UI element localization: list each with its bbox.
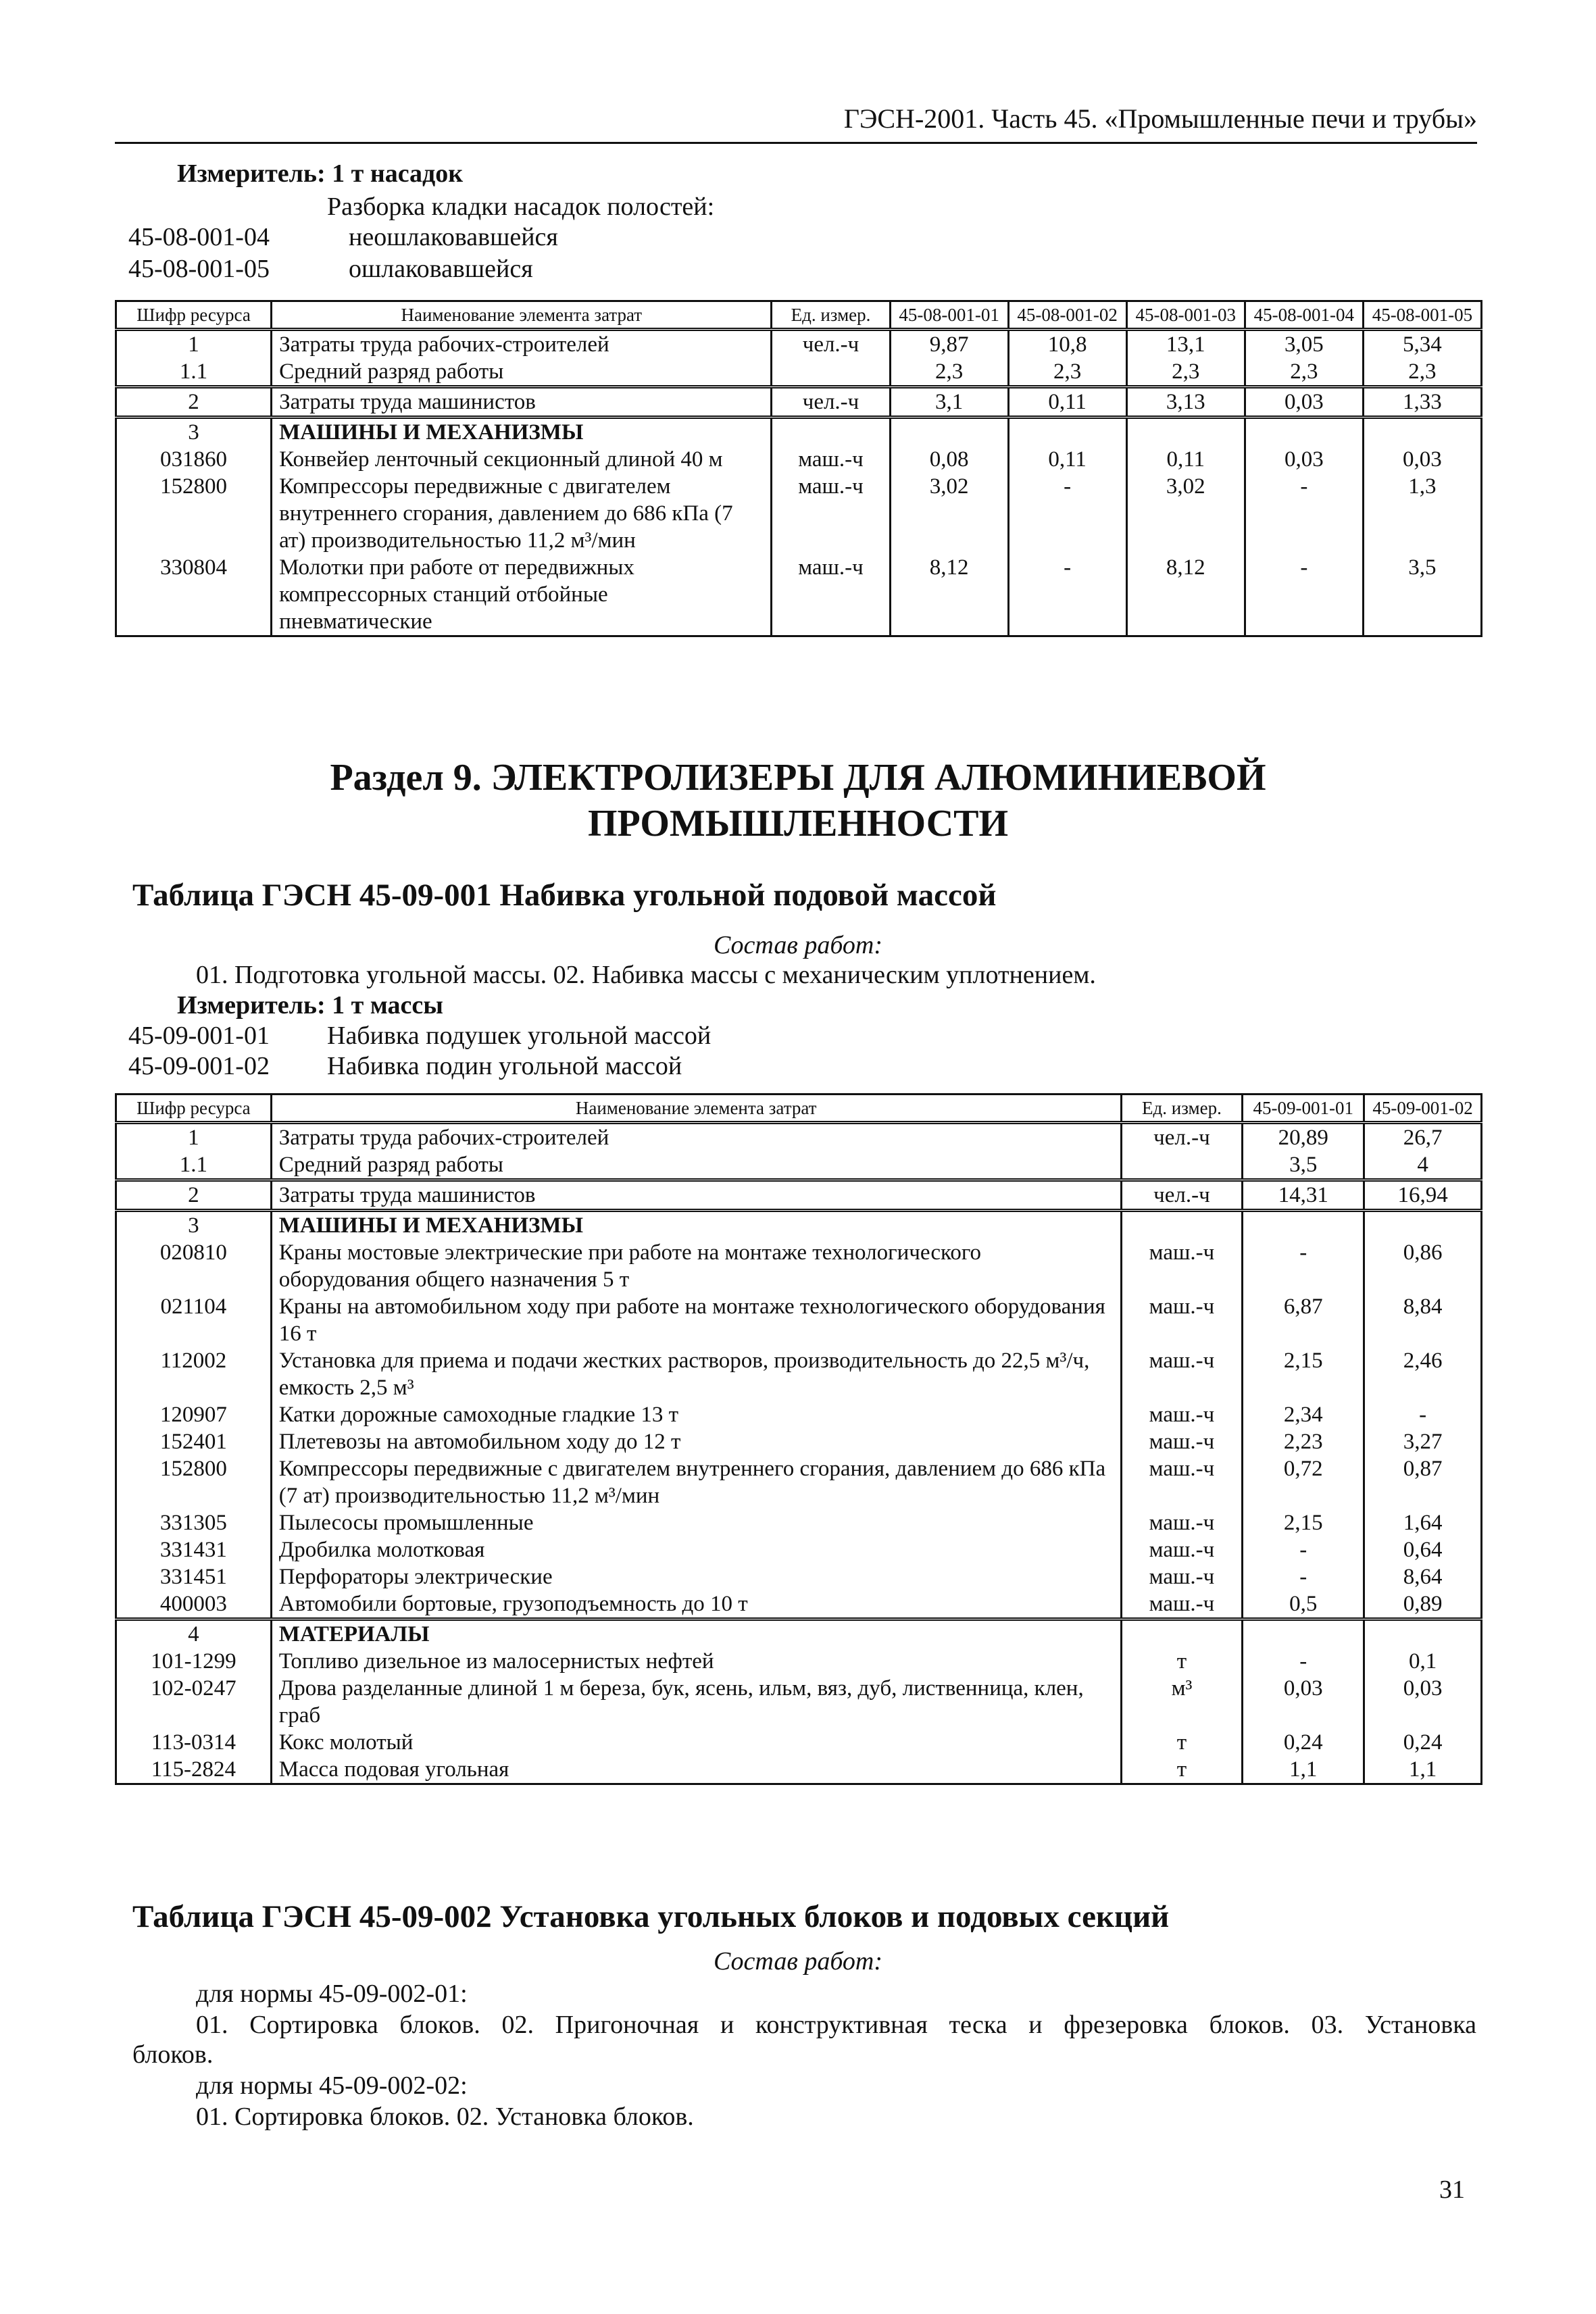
norm-text: ошлаковавшейся [349, 255, 533, 283]
value-cell: 0,03 [1245, 387, 1363, 418]
resource-name-cell: Установка для приема и подачи жестких растворов, производительность до 22,5 м³/ч, емкость 2,5 м³ [271, 1347, 1121, 1401]
value-cell: 0,11 [1126, 446, 1245, 473]
resource-code-cell: 331451 [116, 1563, 272, 1590]
resource-code-cell: 330804 [116, 554, 272, 636]
value-cell: 3,5 [1243, 1151, 1364, 1180]
value-cell: 3,13 [1126, 387, 1245, 418]
resource-code-cell: 120907 [116, 1401, 272, 1428]
measure-line-1: Измеритель: 1 т насадок [177, 159, 464, 188]
value-cell: 6,87 [1243, 1293, 1364, 1347]
value-cell: 0,03 [1363, 446, 1481, 473]
resource-code-cell: 102-0247 [116, 1675, 272, 1729]
resource-code-cell: 2 [116, 387, 272, 418]
resource-table-2 [115, 1093, 1482, 1785]
value-cell: 0,72 [1243, 1455, 1364, 1509]
unit-cell: чел.-ч [1121, 1123, 1243, 1152]
norm-code: 45-08-001-04 [128, 223, 270, 251]
resource-name-cell: Затраты труда рабочих-строителей [272, 330, 772, 359]
resource-code-cell: 112002 [116, 1347, 272, 1401]
work-text-cont: блоков. [132, 2040, 214, 2069]
value-cell: 0,89 [1364, 1590, 1482, 1619]
norm-code: 45-09-001-01 [128, 1022, 270, 1050]
col-header-norm: 45-09-001-01 [1243, 1095, 1364, 1123]
section-title-cont: ПРОМЫШЛЕННОСТИ [587, 803, 1009, 845]
unit-cell [1121, 1151, 1243, 1180]
col-header-norm: 45-08-001-05 [1363, 301, 1481, 330]
unit-cell: маш.-ч [1121, 1401, 1243, 1428]
unit-cell: маш.-ч [1121, 1536, 1243, 1563]
value-cell: - [1243, 1239, 1364, 1293]
value-cell: - [1245, 473, 1363, 554]
resource-code-cell: 1.1 [116, 1151, 272, 1180]
value-cell: 1,3 [1363, 473, 1481, 554]
value-cell [1243, 1211, 1364, 1240]
value-cell: 3,5 [1363, 554, 1481, 636]
value-cell: 1,33 [1363, 387, 1481, 418]
resource-name-cell: МАШИНЫ И МЕХАНИЗМЫ [272, 418, 772, 447]
norm-text: неошлаковавшейся [349, 223, 558, 251]
table-row [116, 387, 1482, 418]
page-number: 31 [1439, 2175, 1465, 2204]
resource-name-cell: МАШИНЫ И МЕХАНИЗМЫ [271, 1211, 1121, 1240]
norm-reference: для нормы 45-09-002-02: [196, 2071, 468, 2100]
resource-name-cell: Кокс молотый [271, 1729, 1121, 1756]
unit-cell [772, 358, 890, 387]
value-cell: 10,8 [1008, 330, 1126, 359]
value-cell: 0,24 [1243, 1729, 1364, 1756]
value-cell: 9,87 [890, 330, 1008, 359]
resource-code-cell: 152401 [116, 1428, 272, 1455]
running-header [115, 100, 1477, 144]
value-cell: 4 [1364, 1151, 1482, 1180]
resource-code-cell: 400003 [116, 1590, 272, 1619]
table-row [116, 330, 1482, 359]
resource-name-cell: Краны мостовые электрические при работе на монтаже технологического оборудования общего назначения 5 т [271, 1239, 1121, 1293]
col-header-norm: 45-08-001-02 [1008, 301, 1126, 330]
unit-cell: т [1121, 1648, 1243, 1675]
resource-name-cell: Перфораторы электрические [271, 1563, 1121, 1590]
resource-code-cell: 331305 [116, 1509, 272, 1536]
value-cell: 3,1 [890, 387, 1008, 418]
table-row [116, 1180, 1482, 1211]
table-row [116, 1401, 1482, 1428]
section-title: Раздел 9. ЭЛЕКТРОЛИЗЕРЫ ДЛЯ АЛЮМИНИЕВОЙ [330, 757, 1266, 799]
desc-title-1: Разборка кладки насадок полостей: [327, 193, 715, 221]
unit-cell: м³ [1121, 1675, 1243, 1729]
resource-code-cell: 1 [116, 330, 272, 359]
resource-name-cell: Масса подовая угольная [271, 1756, 1121, 1784]
value-cell: 2,3 [1008, 358, 1126, 387]
table-row [116, 1563, 1482, 1590]
value-cell: 5,34 [1363, 330, 1481, 359]
table-row [116, 418, 1482, 447]
table-row [116, 1123, 1482, 1152]
resource-name-cell: Молотки при работе от передвижных компрессорных станций отбойные пневматические [272, 554, 772, 636]
col-header-name: Наименование элемента затрат [272, 301, 772, 330]
norm-code: 45-09-001-02 [128, 1052, 270, 1080]
resource-name-cell: МАТЕРИАЛЫ [271, 1619, 1121, 1649]
value-cell: - [1008, 554, 1126, 636]
unit-cell: чел.-ч [1121, 1180, 1243, 1211]
unit-cell [1121, 1211, 1243, 1240]
value-cell: - [1243, 1536, 1364, 1563]
resource-code-cell: 152800 [116, 473, 272, 554]
value-cell: 0,11 [1008, 446, 1126, 473]
resource-name-cell: Пылесосы промышленные [271, 1509, 1121, 1536]
unit-cell: маш.-ч [772, 446, 890, 473]
table-row [116, 1239, 1482, 1293]
measure-line-2: Измеритель: 1 т массы [177, 991, 443, 1020]
value-cell [1245, 418, 1363, 447]
value-cell [1364, 1211, 1482, 1240]
value-cell: 0,86 [1364, 1239, 1482, 1293]
value-cell: 3,27 [1364, 1428, 1482, 1455]
running-title: ГЭСН-2001. Часть 45. «Промышленные печи и трубы» [843, 103, 1477, 134]
unit-cell: маш.-ч [772, 473, 890, 554]
value-cell: - [1364, 1401, 1482, 1428]
resource-name-cell: Средний разряд работы [271, 1151, 1121, 1180]
value-cell: - [1243, 1648, 1364, 1675]
resource-name-cell: Затраты труда рабочих-строителей [271, 1123, 1121, 1152]
col-header-norm: 45-08-001-03 [1126, 301, 1245, 330]
value-cell: 1,64 [1364, 1509, 1482, 1536]
resource-code-cell: 331431 [116, 1536, 272, 1563]
norm-text: Набивка подин угольной массой [327, 1052, 682, 1080]
value-cell [1126, 418, 1245, 447]
resource-name-cell: Дрова разделанные длиной 1 м береза, бук, ясень, ильм, вяз, дуб, лиственница, клен, граб [271, 1675, 1121, 1729]
value-cell: 8,12 [1126, 554, 1245, 636]
col-header-unit: Ед. измер. [1121, 1095, 1243, 1123]
resource-code-cell: 3 [116, 1211, 272, 1240]
resource-name-cell: Автомобили бортовые, грузоподъемность до 10 т [271, 1590, 1121, 1619]
unit-cell [1121, 1619, 1243, 1649]
value-cell: 0,03 [1364, 1675, 1482, 1729]
value-cell [890, 418, 1008, 447]
col-header-name: Наименование элемента затрат [271, 1095, 1121, 1123]
table-title-2: Таблица ГЭСН 45-09-001 Набивка угольной подовой массой [132, 878, 997, 913]
value-cell: 0,5 [1243, 1590, 1364, 1619]
value-cell: 1,1 [1364, 1756, 1482, 1784]
unit-cell: т [1121, 1756, 1243, 1784]
resource-code-cell: 152800 [116, 1455, 272, 1509]
value-cell [1363, 418, 1481, 447]
table-row [116, 358, 1482, 387]
value-cell: 0,11 [1008, 387, 1126, 418]
resource-name-cell: Конвейер ленточный секционный длиной 40 м [272, 446, 772, 473]
table-header-row [116, 1095, 1482, 1123]
table-row [116, 1293, 1482, 1347]
table-row [116, 1211, 1482, 1240]
work-text-2: 01. Подготовка угольной массы. 02. Набивка массы с механическим уплотнением. [196, 961, 1096, 989]
table-header-row [116, 301, 1482, 330]
value-cell: 0,87 [1364, 1455, 1482, 1509]
norm-reference: для нормы 45-09-002-01: [196, 1980, 468, 2008]
value-cell: 0,03 [1243, 1675, 1364, 1729]
table-row [116, 1675, 1482, 1729]
value-cell: 3,02 [890, 473, 1008, 554]
table-row [116, 554, 1482, 636]
resource-code-cell: 4 [116, 1619, 272, 1649]
value-cell: 13,1 [1126, 330, 1245, 359]
resource-code-cell: 101-1299 [116, 1648, 272, 1675]
value-cell: 3,05 [1245, 330, 1363, 359]
unit-cell: маш.-ч [772, 554, 890, 636]
resource-name-cell: Краны на автомобильном ходу при работе на монтаже технологического оборудования 16 т [271, 1293, 1121, 1347]
resource-table-1 [115, 300, 1482, 637]
resource-name-cell: Дробилка молотковая [271, 1536, 1121, 1563]
value-cell: 0,08 [890, 446, 1008, 473]
value-cell: 2,3 [1126, 358, 1245, 387]
work-caption-2: Состав работ: [713, 931, 883, 959]
table-row [116, 473, 1482, 554]
resource-code-cell: 3 [116, 418, 272, 447]
unit-cell: маш.-ч [1121, 1509, 1243, 1536]
value-cell: 2,3 [1363, 358, 1481, 387]
unit-cell: маш.-ч [1121, 1293, 1243, 1347]
resource-code-cell: 031860 [116, 446, 272, 473]
table-row [116, 1729, 1482, 1756]
value-cell: 2,3 [1245, 358, 1363, 387]
value-cell: 2,15 [1243, 1509, 1364, 1536]
table-row [116, 1151, 1482, 1180]
table-row [116, 1536, 1482, 1563]
table-row [116, 446, 1482, 473]
work-caption-3: Состав работ: [713, 1947, 883, 1976]
value-cell: - [1243, 1563, 1364, 1590]
resource-name-cell: Средний разряд работы [272, 358, 772, 387]
value-cell: 2,3 [890, 358, 1008, 387]
table-row [116, 1509, 1482, 1536]
table-row [116, 1455, 1482, 1509]
value-cell: - [1245, 554, 1363, 636]
resource-name-cell: Затраты труда машинистов [271, 1180, 1121, 1211]
col-header-norm: 45-08-001-04 [1245, 301, 1363, 330]
resource-code-cell: 1 [116, 1123, 272, 1152]
unit-cell: маш.-ч [1121, 1347, 1243, 1401]
table-row [116, 1619, 1482, 1649]
col-header-code: Шифр ресурса [116, 301, 272, 330]
value-cell: 8,84 [1364, 1293, 1482, 1347]
resource-name-cell: Плетевозы на автомобильном ходу до 12 т [271, 1428, 1121, 1455]
col-header-code: Шифр ресурса [116, 1095, 272, 1123]
resource-name-cell: Компрессоры передвижные с двигателем внутреннего сгорания, давлением до 686 кПа (7 ат) производительностью 11,2 м³/мин [272, 473, 772, 554]
value-cell: 14,31 [1243, 1180, 1364, 1211]
value-cell: 8,12 [890, 554, 1008, 636]
unit-cell: чел.-ч [772, 387, 890, 418]
col-header-unit: Ед. измер. [772, 301, 890, 330]
resource-name-cell: Топливо дизельное из малосернистых нефтей [271, 1648, 1121, 1675]
resource-code-cell: 021104 [116, 1293, 272, 1347]
unit-cell: маш.-ч [1121, 1455, 1243, 1509]
value-cell [1243, 1619, 1364, 1649]
resource-name-cell: Затраты труда машинистов [272, 387, 772, 418]
table-row [116, 1428, 1482, 1455]
table-row [116, 1756, 1482, 1784]
value-cell: 0,24 [1364, 1729, 1482, 1756]
col-header-norm: 45-09-001-02 [1364, 1095, 1482, 1123]
value-cell: 8,64 [1364, 1563, 1482, 1590]
unit-cell: маш.-ч [1121, 1563, 1243, 1590]
value-cell: 2,23 [1243, 1428, 1364, 1455]
unit-cell: маш.-ч [1121, 1590, 1243, 1619]
value-cell: 1,1 [1243, 1756, 1364, 1784]
table-row [116, 1590, 1482, 1619]
unit-cell: маш.-ч [1121, 1239, 1243, 1293]
table-title-3: Таблица ГЭСН 45-09-002 Установка угольных блоков и подовых секций [132, 1899, 1170, 1934]
resource-code-cell: 115-2824 [116, 1756, 272, 1784]
value-cell: 0,64 [1364, 1536, 1482, 1563]
unit-cell: чел.-ч [772, 330, 890, 359]
value-cell: 26,7 [1364, 1123, 1482, 1152]
value-cell: 2,46 [1364, 1347, 1482, 1401]
norm-code: 45-08-001-05 [128, 255, 270, 283]
value-cell: 20,89 [1243, 1123, 1364, 1152]
value-cell: 3,02 [1126, 473, 1245, 554]
value-cell: 16,94 [1364, 1180, 1482, 1211]
col-header-norm: 45-08-001-01 [890, 301, 1008, 330]
value-cell: - [1008, 473, 1126, 554]
value-cell [1008, 418, 1126, 447]
value-cell: 0,1 [1364, 1648, 1482, 1675]
resource-code-cell: 1.1 [116, 358, 272, 387]
value-cell: 0,03 [1245, 446, 1363, 473]
work-text: 01. Сортировка блоков. 02. Пригоночная и конструктивная теска и фрезеровка блоков. 03. Установка [196, 2011, 1476, 2039]
resource-name-cell: Катки дорожные самоходные гладкие 13 т [271, 1401, 1121, 1428]
resource-name-cell: Компрессоры передвижные с двигателем внутреннего сгорания, давлением до 686 кПа (7 ат) производительностью 11,2 м³/мин [271, 1455, 1121, 1509]
resource-code-cell: 2 [116, 1180, 272, 1211]
unit-cell: т [1121, 1729, 1243, 1756]
table-row [116, 1347, 1482, 1401]
resource-code-cell: 020810 [116, 1239, 272, 1293]
unit-cell: маш.-ч [1121, 1428, 1243, 1455]
resource-code-cell: 113-0314 [116, 1729, 272, 1756]
value-cell [1364, 1619, 1482, 1649]
value-cell: 2,15 [1243, 1347, 1364, 1401]
table-row [116, 1648, 1482, 1675]
work-text: 01. Сортировка блоков. 02. Установка блоков. [196, 2103, 694, 2131]
unit-cell [772, 418, 890, 447]
norm-text: Набивка подушек угольной массой [327, 1022, 712, 1050]
value-cell: 2,34 [1243, 1401, 1364, 1428]
